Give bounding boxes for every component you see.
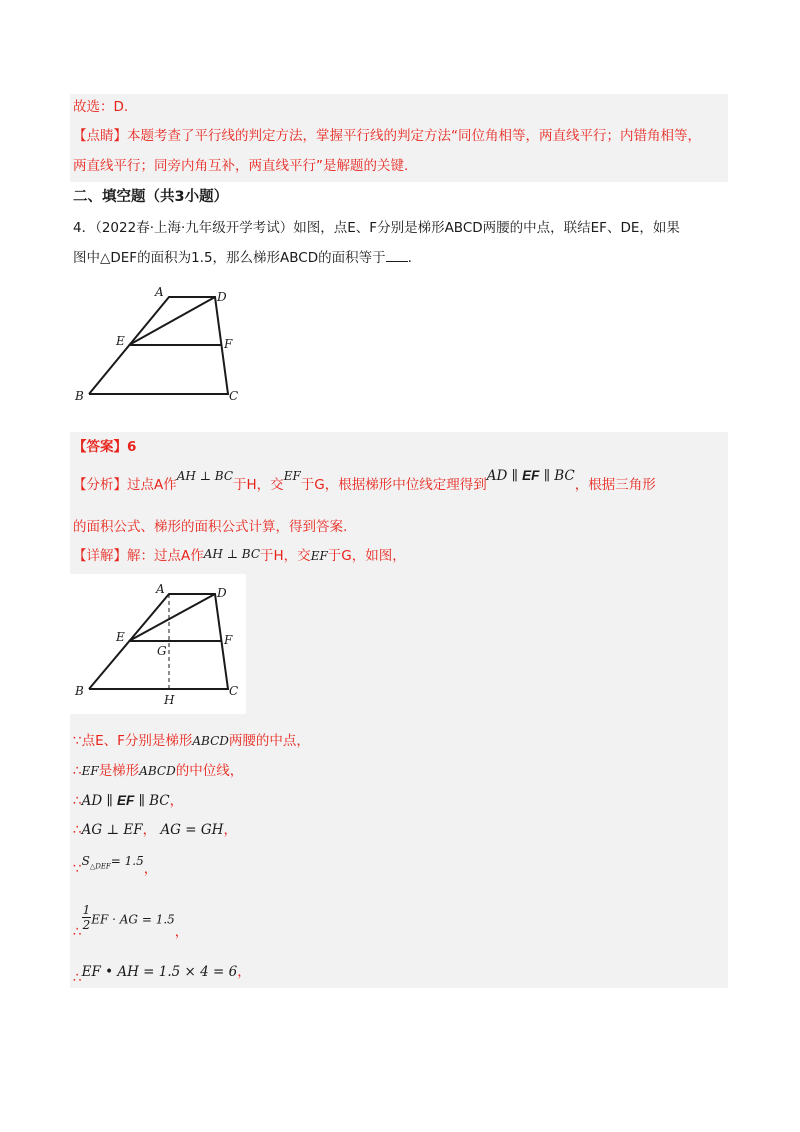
analysis-math-ef: EF xyxy=(283,469,301,483)
label-a: A xyxy=(156,582,165,596)
step-6-math: EF · AG = 1.5 xyxy=(91,912,175,927)
detail-text-b: 于H，交 xyxy=(260,548,311,564)
step-3-math-bc: ∥ BC xyxy=(138,793,170,809)
detail-label: 【详解】 xyxy=(73,548,127,564)
label-c: C xyxy=(229,389,239,403)
step-1-text-a: ∵点E、F分别是梯形 xyxy=(73,733,193,749)
question-text-2: 图中△DEF的面积为1.5，那么梯形ABCD的面积等于 xyxy=(73,250,386,266)
step-5-math-s: S xyxy=(81,854,90,868)
step-1-text-b: 两腰的中点， xyxy=(228,733,310,749)
step-6-denominator: 2 xyxy=(82,918,91,932)
analysis-math-bc: ∥ BC xyxy=(543,468,575,484)
comment-label: 【点睛】 xyxy=(73,128,127,144)
step-4-math-perp: AG ⊥ EF xyxy=(81,822,143,838)
detail-line xyxy=(73,547,406,565)
step-4-math-eq: AG = GH xyxy=(160,822,224,838)
step-2-text-b: 是梯形 xyxy=(98,763,140,779)
step-3-math-ef: EF xyxy=(117,793,135,808)
step-6 xyxy=(73,903,189,940)
label-h: H xyxy=(164,693,175,707)
trapezoid-figure-2 xyxy=(73,580,243,710)
label-g: G xyxy=(157,644,167,658)
analysis-math-ad: AD ∥ xyxy=(486,468,518,484)
segment-de xyxy=(129,594,215,641)
step-5 xyxy=(73,852,157,876)
answer-blank xyxy=(386,249,408,262)
step-3-comma: ， xyxy=(169,793,184,809)
step-6-numerator: 1 xyxy=(82,903,91,917)
trapezoid-figure-1 xyxy=(73,283,243,408)
step-4 xyxy=(73,821,237,839)
answer-label: 【答案】 xyxy=(73,439,127,455)
step-2-therefore: ∴ xyxy=(73,763,82,779)
answer-line xyxy=(73,438,136,456)
detail-text-c: 于G，如图， xyxy=(327,548,406,564)
analysis-text-c: 于G，根据梯形中位线定理得到 xyxy=(300,477,487,493)
step-6-comma: ， xyxy=(174,923,189,940)
question-period: . xyxy=(407,250,412,266)
label-b: B xyxy=(75,684,84,698)
analysis-text-d: ，根据三角形 xyxy=(574,477,656,493)
step-2-math-ef: EF xyxy=(81,764,99,778)
comment-line-1 xyxy=(73,127,701,145)
step-4-comma-1: ， xyxy=(142,822,157,838)
analysis-line-2: 的面积公式、梯形的面积公式计算，得到答案. xyxy=(73,519,348,535)
step-3 xyxy=(73,792,183,810)
step-2 xyxy=(73,762,243,780)
analysis-math-parallel xyxy=(487,468,575,484)
step-1-math: ABCD xyxy=(192,734,229,748)
step-4-comma-2: ， xyxy=(223,822,237,838)
analysis-line-1 xyxy=(73,468,656,494)
step-5-because: ∵ xyxy=(73,861,82,877)
analysis-math-ef-bold: EF xyxy=(522,468,540,483)
step-7-math: EF • AH = 1.5 × 4 = 6 xyxy=(81,964,238,980)
label-b: B xyxy=(75,389,84,403)
label-c: C xyxy=(229,684,239,698)
comment-line-2: 两直线平行；同旁内角互补，两直线平行”是解题的关键. xyxy=(73,158,409,174)
detail-math-ah-perp-bc: AH ⊥ BC xyxy=(203,547,261,561)
label-a: A xyxy=(155,285,164,299)
step-1 xyxy=(73,732,310,750)
step-5-comma: ， xyxy=(143,861,158,877)
step-3-therefore: ∴ xyxy=(73,793,82,809)
answer-value: 6 xyxy=(127,439,137,455)
step-7-therefore: ∴ xyxy=(73,970,82,986)
label-d: D xyxy=(217,290,227,304)
label-f: F xyxy=(224,633,233,647)
question-line-1: 4．（2022春·上海·九年级开学考试）如图，点E、F分别是梯形ABCD两腰的中点，联结EF、DE，如果 xyxy=(73,220,680,236)
question-line-2 xyxy=(73,249,412,267)
analysis-text-a: 过点A作 xyxy=(127,477,177,493)
detail-text-a: 解：过点A作 xyxy=(127,548,204,564)
analysis-label: 【分析】 xyxy=(73,477,127,493)
step-6-therefore: ∴ xyxy=(73,923,82,940)
choice-line: 故选：D. xyxy=(73,99,129,115)
analysis-text-b: 于H，交 xyxy=(233,477,284,493)
step-6-fraction xyxy=(82,903,92,932)
step-2-text-c: 的中位线， xyxy=(175,763,244,779)
step-2-math-abcd: ABCD xyxy=(139,764,176,778)
segment-de xyxy=(129,297,215,345)
label-e: E xyxy=(116,334,125,348)
label-e: E xyxy=(116,630,125,644)
section-title: 二、填空题（共3小题） xyxy=(73,189,229,205)
detail-math-ef: EF xyxy=(310,549,328,563)
step-5-math-sub: △DEF xyxy=(89,862,111,871)
step-7-comma: ， xyxy=(237,964,251,980)
step-3-math-ad: AD ∥ xyxy=(81,793,113,809)
label-f: F xyxy=(224,337,233,351)
comment-text-1: 本题考查了平行线的判定方法，掌握平行线的判定方法“同位角相等，两直线平行；内错角相等， xyxy=(127,128,701,144)
step-5-math-value: = 1.5 xyxy=(110,854,144,868)
step-4-therefore: ∴ xyxy=(73,822,82,838)
analysis-math-ah-perp-bc: AH ⊥ BC xyxy=(176,469,234,483)
label-d: D xyxy=(217,586,227,600)
step-7 xyxy=(73,963,251,986)
